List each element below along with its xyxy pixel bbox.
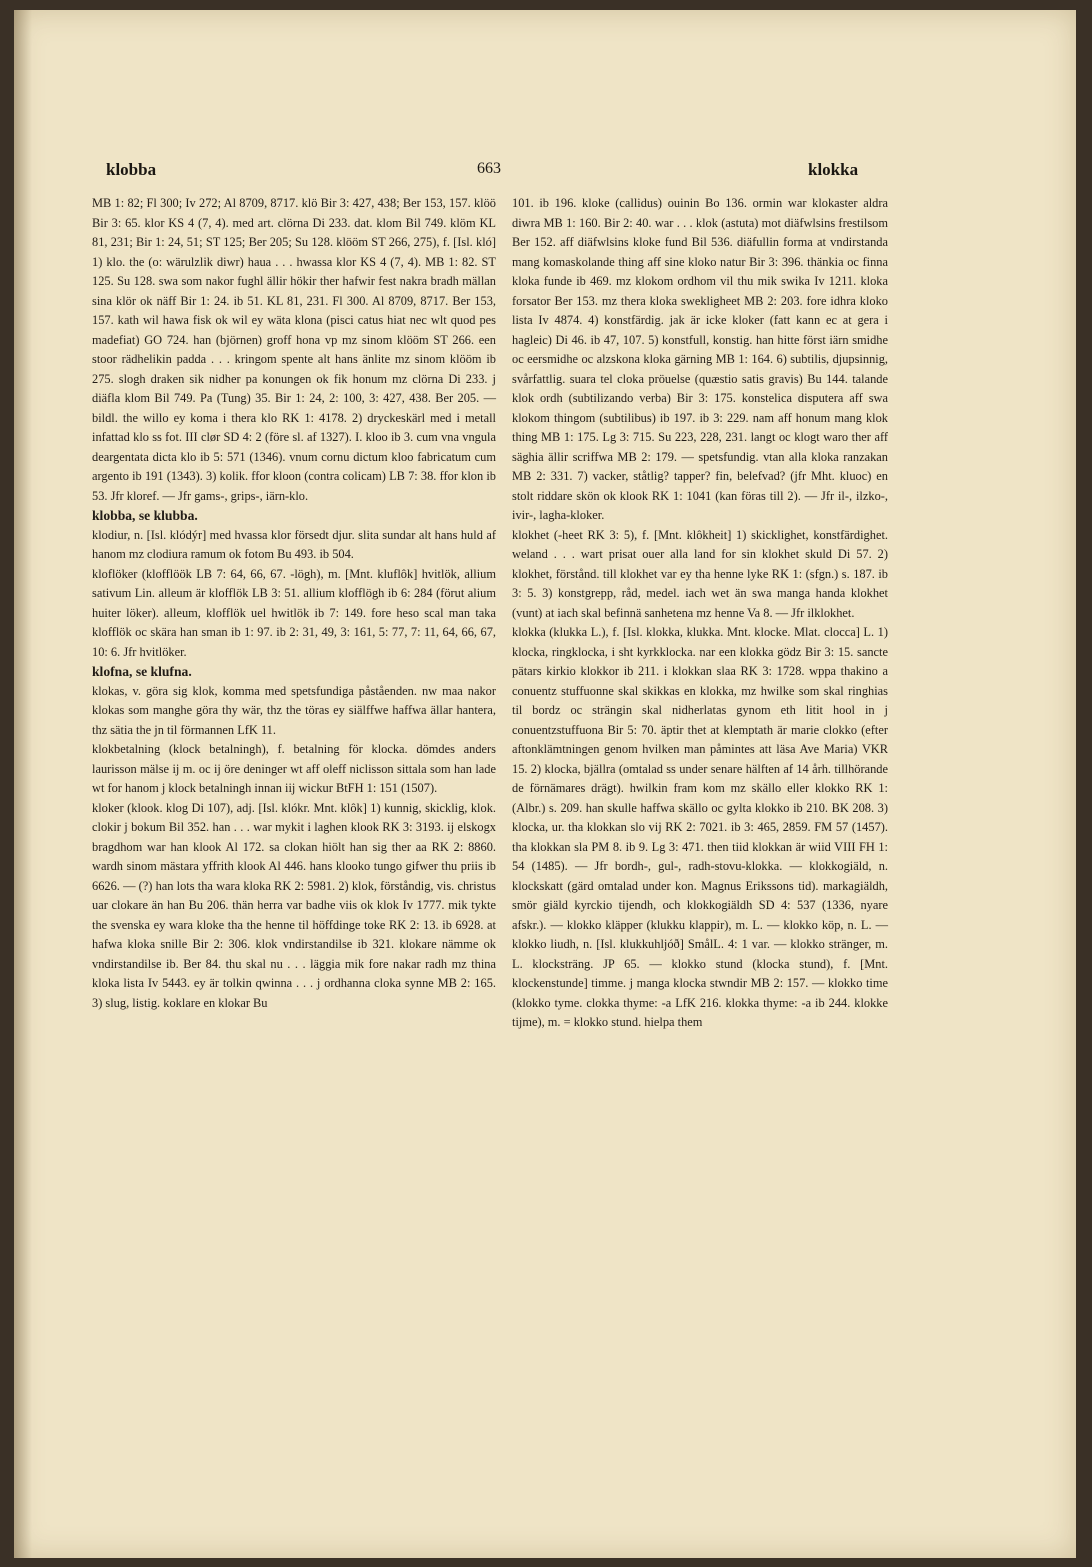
running-head-right: klokka <box>808 160 859 179</box>
dictionary-page <box>14 10 1076 1558</box>
entry-kloker-cont: 101. ib 196. kloke (callidus) ouinin Bo 136. ormin war klokaster aldra diwra MB 1: 160. Bir 2: 40. war . . . klok (astuta) mot diäfwlsins frestilsom Ber 152. aff diäfwlsins kloke fund Bil 536. diäfullin forma at vndirstanda mang komaskolande thing aff sine kloko natur Bir 3: 396. thänkia oc finna kloka funde ib 469. mz klokom ordhom vil thu mik swika Iv 1211. kloka forsator Ber 153. mz thera kloka swekligheet MB 2: 203. fore idhra kloko lista Iv 4874. 4) konstfärdig. jak är icke kloker (fatt kann ec at gera i hagleic) Di 46. ib 47, 107. 5) konstfull, konstig. han hitte först iärn smidhe oc eersmidhe oc alzskona kloka gärning MB 1: 164. 6) subtilis, djupsinnig, svårfattlig. suara tel cloka pröuelse (quæstio satis gravis) Bu 144. talande klok ordh (subtilizando verba) Bir 3: 175. konstelica disputera aff swa klokom thingom (subtilibus) ib 197. ib 3: 229. nam aff honum mang klok thing MB 1: 175. Lg 3: 715. Su 223, 228, 231. langt oc klogt waro ther aff säghia ällir scriffwa MB 2: 179. — spetsfundig. vtan alla kloka ranzakan MB 2: 331. 7) vacker, ståtlig? tapper? fin, belefvad? (jfr Mht. kluoc) en stolt riddare skön ok klook RK 1: 1041 (kan föras till 2). — Jfr il-, ilzko-, ivir-, lagha-kloker. <box>512 196 888 522</box>
entry-klodiur: klodiur, n. [Isl. klódýr] med hvassa klor försedt djur. slita sundar alt hans huld af hanom mz clodiura ramum ok fotom Bu 493. ib 504. <box>92 527 496 561</box>
entry-klofna: klofna, se klufna. <box>92 664 192 679</box>
right-column <box>512 194 888 1033</box>
entry-klobba: klobba, se klubba. <box>92 508 198 523</box>
left-column <box>92 194 496 1013</box>
entry-klo: MB 1: 82; Fl 300; Iv 272; Al 8709, 8717. klö Bir 3: 427, 438; Ber 153, 157. klöö Bir 3: 65. klor KS 4 (7, 4). med art. clörna Di 233. dat. klom Bil 749. klöm KL 81, 231; Bir 1: 24, 51; ST 125; Ber 205; Su 128. klööm ST 266, 275), f. [Isl. kló] 1) klo. the (o: wärulzlik diwr) haua . . . hwassa klor KS 4 (7, 4). MB 1: 82. ST 125. Su 128. swa som nakor fughl ällir hökir ther hafwir fest nakra bradh mällan sina klör ok näff Bir 1: 24. ib 51. KL 81, 231. Fl 300. Al 8709, 8717. Ber 153, 157. kath wil hawa fisk ok wil ey wäta klona (pisci catus hiat nec wlt quod pes madefiat) GO 724. han (björnen) groff hona vp mz sinom klööm ST 266. een stoor rädhelikin padda . . . kringom spente alt hans änlite mz sinom klööm ib 275. slogh draken sik nidher pa konungen ok fik honum mz clörna Di 233. j diäfla klom Bil 749. Pa (Tung) 35. Bir 1: 24, 2: 100, 3: 427, 438. Ber 205. — bildl. the willo ey koma i thera klo RK 1: 4178. 2) dryckeskärl med i metall infattad klo ss fot. III clør SD 4: 2 (före sl. af 1327). I. kloo ib 3. cum vna vngula deargentata dicta klo ib 5: 571 (1346). vnum cornu dictum kloo fabricatum cum argento ib 191 (1343). 3) kolik. ffor kloon (contra colicam) LB 7: 38. ffor klon ib 53. Jfr kloref. — Jfr gams-, grips-, iärn-klo. <box>92 196 496 503</box>
entry-klokas: klokas, v. göra sig klok, komma med spetsfundiga påståenden. nw maa nakor klokas som manghe göra thy wär, thz the töras ey siälffwe haffwa ällar hantera, thz sätia the jn til förmannen LfK 11. <box>92 683 496 737</box>
entry-kloker: kloker (klook. klog Di 107), adj. [Isl. klókr. Mnt. klôk] 1) kunnig, skicklig, klok. clokir j bokum Bil 352. han . . . war mykit i laghen klook RK 3: 3193. ij elskogx bragdhom war han klook Al 172. sa clokan hiölt han sig ther aa RK 2: 8860. wardh sinom mästara yffrith klook Al 446. hans klooko tungo gifwer thu priis ib 6626. — (?) han lots tha wara kloka RK 2: 5981. 2) klok, förståndig, vis. christus uar clokare än han Bu 206. thän herra var badhe viis ok klok Iv 1777. mik tykte the svenska ey wara kloke tha the henne til höffdinge toke RK 2: 13. ib 6928. at hafwa kloka snille Bir 2: 306. klok vndirstandilse ib 321. klokare nämme ok vndirstandilse ib. Ber 84. thu skal nu . . . läggia mik fore nakar radh mz thina kloka lista Iv 5443. ey är tolkin qwinna . . . j ordhanna cloka synne MB 2: 165. 3) slug, listig. koklare en klokar Bu <box>92 800 496 1010</box>
entry-klokbetalning: klokbetalning (klock betalningh), f. betalning för klocka. dömdes anders laurisson mälse ij m. oc ij öre deninger wt aff oleff niclisson sittala som han lade wt for hanom j klock betalningh innan iij wickur BtFH 1: 151 (1507). <box>92 742 496 795</box>
running-head-left: klobba <box>106 160 157 179</box>
entry-klokhet: klokhet (-heet RK 3: 5), f. [Mnt. klôkheit] 1) skicklighet, konstfärdighet. weland . . . wart prisat ouer alla land for sin klokhet skuld Di 57. 2) klokhet, förstånd. till klokhet var ey tha henne lyke RK 1: (sfgn.) s. 187. ib 3: 5. 3) konstgrepp, råd, medel. iach wet än swa manga handa klokhet (vunt) at iach skal befinnä sanhetena mz henne Va 8. — Jfr ilklokhet. <box>512 527 888 620</box>
binding-shadow <box>14 10 32 1558</box>
page-number: 663 <box>477 160 501 177</box>
entry-kloflöker: kloflöker (klofflöök LB 7: 64, 66, 67. -lögh), m. [Mnt. kluflôk] hvitlök, allium sativum Lin. alleum är klofflök LB 3: 51. allium klofflögh ib 6: 284 (förut alium huiter löker). alleum, klofflök uel hwitlök ib 7: 149. fore heso scal man taka klofflök oc skära han sman ib 1: 97. ib 2: 31, 49, 3: 161, 5: 77, 7: 11, 64, 66, 67, 10: 6. Jfr hvitlöker. <box>92 566 496 659</box>
entry-klokka: klokka (klukka L.), f. [Isl. klokka, klukka. Mnt. klocke. Mlat. clocca] L. 1) klocka, ringklocka, i sht kyrkklocka. nar een klokka gödz Bir 3: 15. sancte pätars kirkio klokkor ib 211. i klokkan slaa RK 3: 1728. wppa thakino a conuentz stuffuonne skal skikkas en klokka, mz hwilke som skal ringhias til bordz oc strängin skal nidherlatas gynom eth litit hool in j conuentzstuffuona Bir 5: 70. äptir thet at klemptath är marie clokko (efter aftonklämtningen genom hvilken man påmintes att läsa Ave Maria) VKR 15. 2) klocka, bjällra (omtalad ss under senare hälften af 14 årh. tillhörande de förnämares drägt). hwilkin fram kom mz skällo eller klokko RK 1: (Albr.) s. 209. han skulle haffwa skällo oc gylta klokko ib 210. BK 208. 3) klocka, ur. tha klokkan slo vij RK 2: 7021. ib 3: 465, 2859. FM 57 (1457). tha klokkan sla PM 8. ib 9. Lg 3: 471. then tiid klokkan är wiid VIII FH 1: 54 (1485). — Jfr bordh-, gul-, radh-stovu-klokka. — klokkogiäld, n. klockskatt (gärd omtalad under kon. Magnus Erikssons tid). markagiäldh, smör giäld kyrckio tijendh, och klokkogiäldh SD 4: 537 (1336, nyare afskr.). — klokko kläpper (klukku klappir), m. L. — klokko köp, n. L. — klokko liudh, n. [Isl. klukkuhljóð] SmålL. 4: 1 var. — klokko stränger, m. L. klocksträng. JP 65. — klokko stund (klocka stund), f. [Mnt. klockenstunde] timme. j manga klocka stwndir MB 2: 157. — klokko time (klokko tyme. clokka thyme: -a LfK 216. klokka thyme: -a ib 244. klokke tijme), m. = klokko stund. hielpa them <box>512 625 888 1029</box>
